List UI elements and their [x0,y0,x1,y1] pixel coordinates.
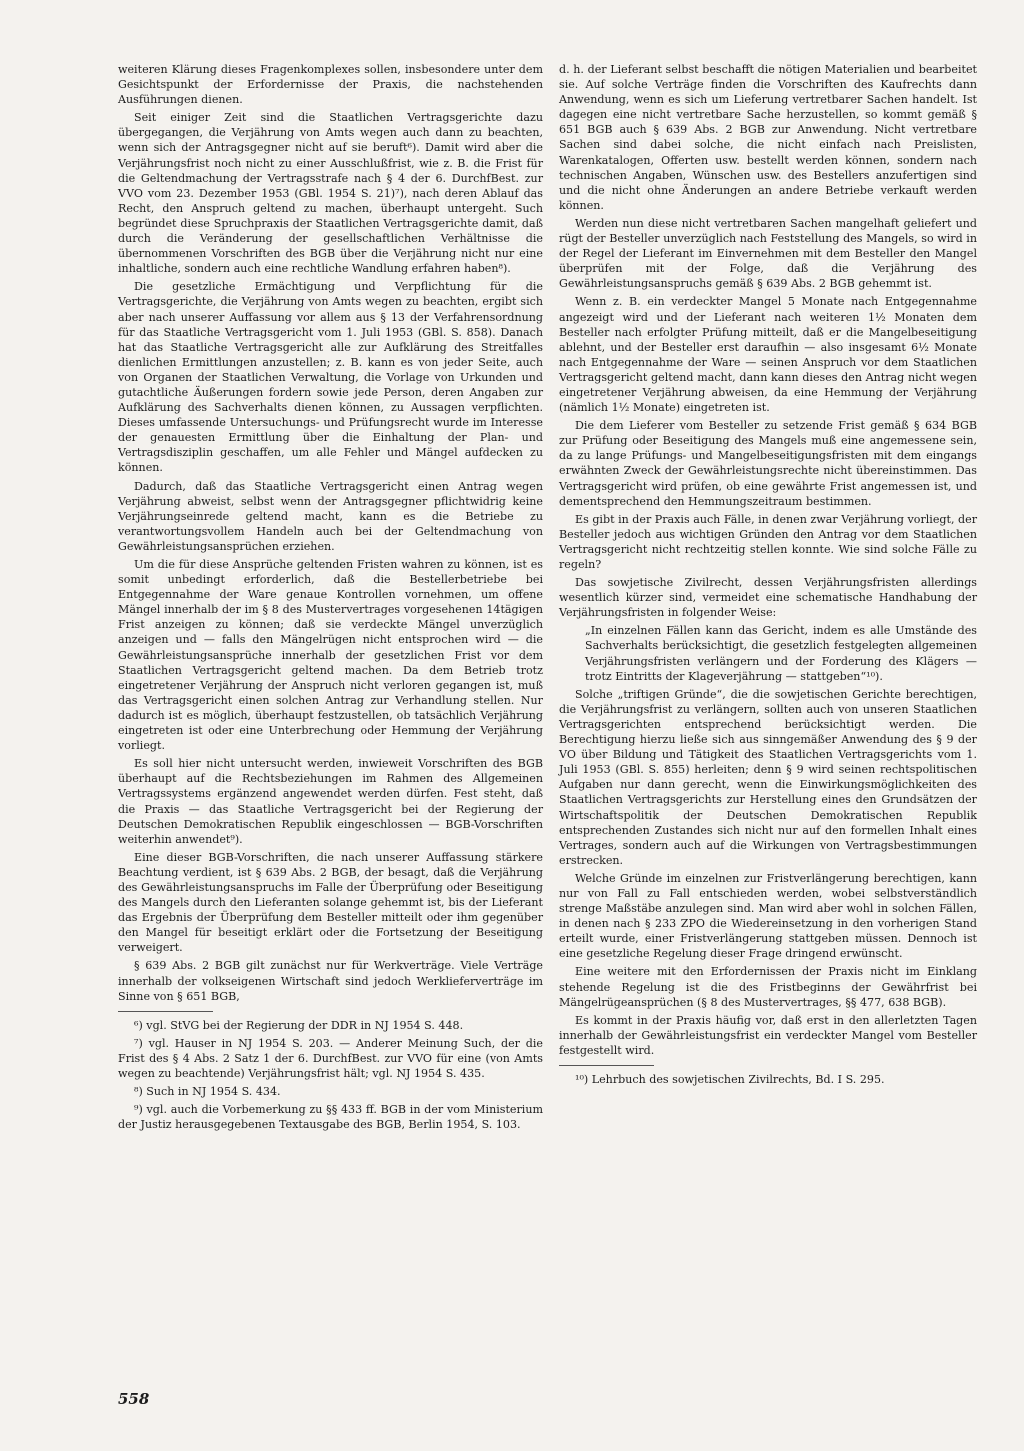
paragraph: d. h. der Lieferant selbst beschafft die nötigen Materialien und bearbeitet sie. Auf solche Verträge finden die Vorschriften des Kaufrechts dann Anwendung, wenn es sich um Lieferung vertretbarer Sachen handelt. Ist dagegen eine nicht vertretbare Sache herzustellen, so kommt gemäß § 651 BGB auch § 639 Abs. 2 BGB zur Anwendung. Nicht vertretbare Sachen sind dabei solche, die nicht einfach nach Preislisten, Warenkatalogen, Offerten usw. bestellt werden können, sondern nach technischen Angaben, Wünschen usw. des Bestellers anzufertigen sind und die nicht ohne Änderungen an andere Betriebe verkauft werden können. [559,63,977,212]
right-column [559,62,977,1090]
paragraph: Das sowjetische Zivilrecht, dessen Verjährungsfristen allerdings wesentlich kürzer sind, vermeidet eine schematische Handhabung der Verjährungsfristen in folgender Weise: [559,576,977,620]
footnote: ¹⁰) Lehrbuch des sowjetischen Zivilrechts, Bd. I S. 295. [575,1073,885,1086]
paragraph: Solche „triftigen Gründe“, die die sowjetischen Gerichte berechtigen, die Verjährungsfrist zu verlängern, sollten auch von unseren Staatlichen Vertragsgerichten entsprechend berücksichtigt werden. Die Berechtigung hierzu ließe sich aus sinngemäßer Anwendung des § 9 der VO über Bildung und Tätigkeit des Staatlichen Vertragsgerichts vom 1. Juli 1953 (GBl. S. 855) herleiten; denn § 9 wird seinen rechtspolitischen Aufgaben nur dann gerecht, wenn die Einwirkungsmöglichkeiten des Staatlichen Vertragsgerichts zur Herstellung eines den Grundsätzen der Wirtschaftspolitik der Deutschen Demokratischen Republik entsprechenden Zustandes sich nicht nur auf den formellen Inhalt eines Vertrages, sondern auch auf die Wirkungen von Vertragsbestimmungen erstrecken. [559,687,977,867]
paragraph: weiteren Klärung dieses Fragenkomplexes sollen, insbesondere unter dem Gesichtspunkt der Erfordernisse der Praxis, die nachstehenden Ausführungen dienen. [118,63,543,107]
footnote: ⁶) vgl. StVG bei der Regierung der DDR in NJ 1954 S. 448. [134,1018,464,1032]
paragraph: Die gesetzliche Ermächtigung und Verpflichtung für die Vertragsgerichte, die Verjährung von Amts wegen zu beachten, ergibt sich aber nach unserer Auffassung vor allem aus § 13 der Verfahrensordnung für das Staatliche Vertragsgericht vom 1. Juli 1953 (GBl. S. 858). Danach hat das Staatliche Vertragsgericht alle zur Aufklärung des Streitfalles dienlichen Ermittlungen anzustellen; z. B. kann es von jeder Seite, auch von Organen der Staatlichen Verwaltung, die Vorlage von Urkunden und gutachtliche Äußerungen fordern sowie jede Person, deren Angaben zur Aufklärung des Sachverhalts dienen können, zu Aussagen verpflichten. Dieses umfassende Untersuchungs- und Prüfungsrecht wurde im Interesse der genauesten Ermittlung über die Einhaltung der Plan- und Vertragsdisziplin geschaffen, um alle Fehler und Mängel aufdecken zu können. [118,280,543,475]
left-column [118,62,543,1135]
paragraph: Es kommt in der Praxis häufig vor, daß erst in den allerletzten Tagen innerhalb der Gewährleistungsfrist ein verdeckter Mangel vom Besteller festgestellt wird. [559,1013,977,1057]
paragraph: Es soll hier nicht untersucht werden, inwieweit Vorschriften des BGB überhaupt auf die Rechtsbeziehungen im Rahmen des Allgemeinen Vertragssystems ergänzend angewendet werden dürfen. Fest steht, daß die Praxis — das Staatliche Vertragsgericht bei der Regierung der Deutschen Demokratischen Republik eingeschlossen — BGB-Vorschriften weiterhin anwendet⁹). [118,757,543,846]
paragraph: Die dem Lieferer vom Besteller zu setzende Frist gemäß § 634 BGB zur Prüfung oder Beseitigung des Mangels muß eine angemessene sein, da zu lange Prüfungs- und Mangelbeseitigungsfristen mit dem eingangs erwähnten Zweck der Gewährleistungsrechte nicht übereinstimmen. Das Vertragsgericht wird prüfen, ob eine gewährte Frist angemessen ist, und dementsprechend den Hemmungszeitraum bestimmen. [559,419,977,508]
paragraph: Dadurch, daß das Staatliche Vertragsgericht einen Antrag wegen Verjährung abweist, selbst wenn der Antragsgegner pflichtwidrig keine Verjährungseinrede geltend macht, kann es die Betriebe zu verantwortungsvollem Handeln auch bei der Geltendmachung von Gewährleistungsansprüchen erziehen. [118,479,543,553]
footnote-divider [118,1011,213,1012]
block-quote: „In einzelnen Fällen kann das Gericht, indem es alle Umstände des Sachverhalts berücksichtigt, die gesetzlich festgelegten allgemeinen Verjährungsfristen verlängern und der Forderung des Klägers — trotz Eintritts der Klageverjährung — stattgeben“¹⁰). [585,624,977,683]
paragraph: Um die für diese Ansprüche geltenden Fristen wahren zu können, ist es somit unbedingt erforderlich, daß die Bestellerbetriebe bei Entgegennahme der Ware genaue Kontrollen vornehmen, um offene Mängel innerhalb der im § 8 des Mustervertrages vorgesehenen 14tägigen Frist anzeigen zu können; daß sie verdeckte Mängel unverzüglich anzeigen und — falls den Mängelrügen nicht entsprochen wird — die Gewährleistungsansprüche innerhalb der gesetzlichen Frist vor dem Staatlichen Vertragsgericht geltend machen. Da dem Betrieb trotz eingetretener Verjährung der Anspruch nicht verloren gegangen ist, muß das Vertragsgericht einen solchen Antrag zur Verhandlung stellen. Nur dadurch ist es möglich, überhaupt festzustellen, ob tatsächlich Verjährung eingetreten ist oder eine Unterbrechung oder Hemmung der Verjährung vorliegt. [118,558,543,753]
paragraph: Eine dieser BGB-Vorschriften, die nach unserer Auffassung stärkere Beachtung verdient, ist § 639 Abs. 2 BGB, der besagt, daß die Verjährung des Gewährleistungsanspruchs im Falle der Überprüfung oder Beseitigung des Mangels durch den Lieferanten solange gehemmt ist, bis der Lieferant das Ergebnis der Überprüfung dem Besteller mitteilt oder ihm gegenüber den Mangel für beseitigt erklärt oder die Fortsetzung der Beseitigung verweigert. [118,850,543,955]
paragraph: Eine weitere mit den Erfordernissen der Praxis nicht im Einklang stehende Regelung ist die des Fristbeginns der Gewährfrist bei Mängelrügeansprüchen (§ 8 des Mustervertrages, §§ 477, 638 BGB). [559,965,977,1009]
footnote: ⁸) Such in NJ 1954 S. 434. [134,1085,281,1099]
paragraph: Seit einiger Zeit sind die Staatlichen Vertragsgerichte dazu übergegangen, die Verjährung von Amts wegen auch dann zu beachten, wenn sich der Antragsgegner nicht auf sie beruft⁶). Damit wird aber die Verjährungsfrist noch nicht zu einer Ausschlußfrist, wie z. B. die Frist für die Geltendmachung der Vertragsstrafe nach § 4 der 6. DurchfBest. zur VVO vom 23. Dezember 1953 (GBl. 1954 S. 21)⁷), nach deren Ablauf das Recht, den Anspruch geltend zu machen, überhaupt untergeht. Such begründet diese Spruchpraxis der Staatlichen Vertragsgerichte damit, daß durch die Veränderung der gesellschaftlichen Verhältnisse die übernommenen Vorschriften des BGB über die Verjährung nicht nur eine inhaltliche, sondern auch eine rechtliche Wandlung erfahren haben⁸). [118,111,543,276]
paragraph: § 639 Abs. 2 BGB gilt zunächst nur für Werkverträge. Viele Verträge innerhalb der volkseigenen Wirtschaft sind jedoch Werklieferverträge im Sinne von § 651 BGB, [118,959,543,1003]
footnote: ⁹) vgl. auch die Vorbemerkung zu §§ 433 ff. BGB in der vom Ministerium der Justiz herausgegebenen Textausgabe des BGB, Berlin 1954, S. 103. [118,1103,543,1132]
paragraph: Es gibt in der Praxis auch Fälle, in denen zwar Verjährung vorliegt, der Besteller jedoch aus wichtigen Gründen den Antrag vor dem Staatlichen Vertragsgericht nicht rechtzeitig stellen konnte. Wie sind solche Fälle zu regeln? [559,512,977,571]
footnote: ⁷) vgl. Hauser in NJ 1954 S. 203. — Anderer Meinung Such, der die Frist des § 4 Abs. 2 Satz 1 der 6. DurchfBest. zur VVO für eine (von Amts wegen zu beachtende) Verjährungsfrist hält; vgl. NJ 1954 S. 435. [118,1036,543,1080]
paragraph: Werden nun diese nicht vertretbaren Sachen mangelhaft geliefert und rügt der Besteller unverzüglich nach Feststellung des Mangels, so wird in der Regel der Lieferant im Einvernehmen mit dem Besteller den Mangel überprüfen mit der Folge, daß die Verjährung des Gewährleistungsanspruchs gemäß § 639 Abs. 2 BGB gehemmt ist. [559,216,977,291]
footnote-divider [559,1065,654,1066]
paragraph: Welche Gründe im einzelnen zur Fristverlängerung berechtigen, kann nur von Fall zu Fall entschieden werden, wobei selbstverständlich strenge Maßstäbe anzulegen sind. Man wird aber wohl in solchen Fällen, in denen nach § 233 ZPO die Wiedereinsetzung in den vorherigen Stand erteilt wurde, einer Fristverlängerung stattgeben müssen. Dennoch ist eine gesetzliche Regelung dieser Frage dringend erwünscht. [559,871,977,961]
paragraph: Wenn z. B. ein verdeckter Mangel 5 Monate nach Entgegennahme angezeigt wird und der Lieferant nach weiteren 1½ Monaten dem Besteller nach erfolgter Prüfung mitteilt, daß er die Mangelbeseitigung ablehnt, und der Besteller erst daraufhin — also insgesamt 6½ Monate nach Entgegennahme der Ware — seinen Anspruch vor dem Staatlichen Vertragsgericht geltend macht, dann kann dieses den Antrag nicht wegen eingetretener Verjährung abweisen, da eine Hemmung der Verjährung (nämlich 1½ Monate) eingetreten ist. [559,295,977,415]
page-number: 558 [118,1390,150,1408]
